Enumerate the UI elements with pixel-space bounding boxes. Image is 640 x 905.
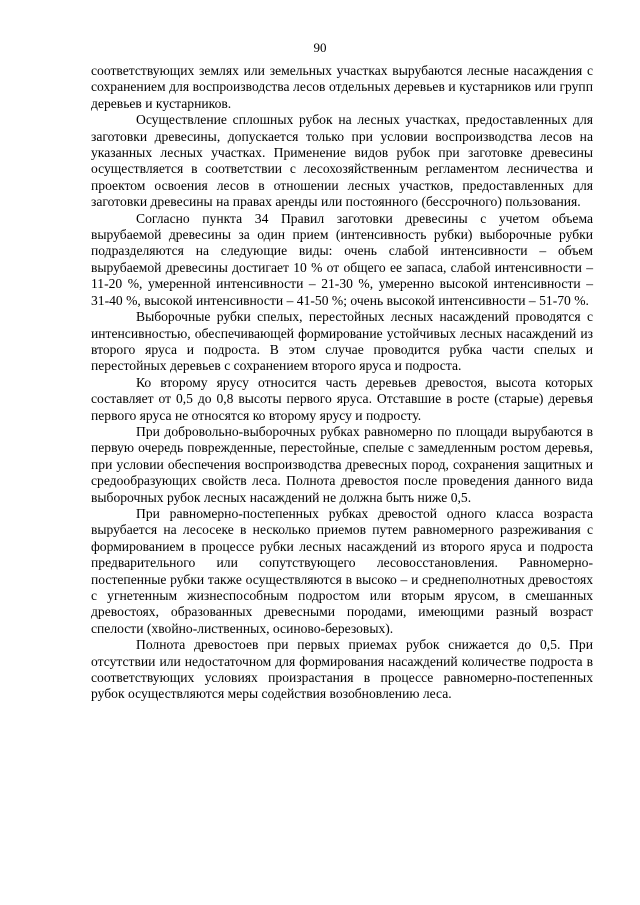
document-body (91, 63, 593, 703)
paragraph-7: При равномерно-постепенных рубках древостой одного класса возраста вырубается на лесосеке в несколько приемов путем равномерного разреживания с формированием в процессе рубки лесных насаждений из второго яруса и подроста предварительного или сопутствующего лесовосстановления. Равномерно-постепенные рубки также осуществляются в высоко – и среднеполнотных древостоях с угнетенным жизнеспособным подростом или вторым ярусом, в смешанных древостоях, образованных древесными породами, имеющими разный возраст спелости (хвойно-лиственных, осиново-березовых). (91, 505, 593, 636)
paragraph-2: Осуществление сплошных рубок на лесных участках, предоставленных для заготовки древесины, допускается только при условии воспроизводства лесов на указанных лесных участках. Применение видов рубок при заготовке древесины осуществляется в соответствии с лесохозяйственным регламентом лесничества и проектом освоения лесов в отношении лесных участков, предоставленных для заготовки древесины на правах аренды или постоянного (бессрочного) пользования. (91, 112, 593, 210)
paragraph-4: Выборочные рубки спелых, перестойных лесных насаждений проводятся с интенсивностью, обеспечивающей формирование устойчивых лесных насаждений из второго яруса и подроста. В этом случае проводится рубка части спелых и перестойных деревьев с сохранением второго яруса и подроста. (91, 309, 593, 374)
paragraph-6: При добровольно-выборочных рубках равномерно по площади вырубаются в первую очередь поврежденные, перестойные, спелые с замедленным ростом деревья, при условии обеспечения воспроизводства древесных пород, сохранения защитных и средообразующих свойств леса. Полнота древостоя после проведения данного вида выборочных рубок лесных насаждений не должна быть ниже 0,5. (91, 423, 593, 505)
page-number: 90 (313, 40, 327, 55)
paragraph-3: Согласно пункта 34 Правил заготовки древесины с учетом объема вырубаемой древесины за один прием (интенсивность рубки) выборочные рубки подразделяются на следующие виды: очень слабой интенсивности – объем вырубаемой древесины достигает 10 % от общего ее запаса, слабой интенсивности – 11-20 %, умеренной интенсивности – 21-30 %, умеренно высокой интенсивности – 31-40 %, высокой интенсивности – 41-50 %; очень высокой интенсивности – 51-70 %. (91, 210, 593, 308)
paragraph-8: Полнота древостоев при первых приемах рубок снижается до 0,5. При отсутствии или недостаточном для формирования насаждений количестве подроста в соответствующих условиях произрастания в процессе равномерно-постепенных рубок осуществляются меры содействия возобновлению леса. (91, 637, 593, 702)
paragraph-1: соответствующих землях или земельных участках вырубаются лесные насаждения с сохранением для воспроизводства лесов отдельных деревьев и кустарников или групп деревьев и кустарников. (91, 63, 593, 111)
paragraph-5: Ко второму ярусу относится часть деревьев древостоя, высота которых составляет от 0,5 до 0,8 высоты первого яруса. Отставшие в росте (старые) деревья первого яруса не относятся ко второму ярусу и подросту. (91, 374, 593, 423)
